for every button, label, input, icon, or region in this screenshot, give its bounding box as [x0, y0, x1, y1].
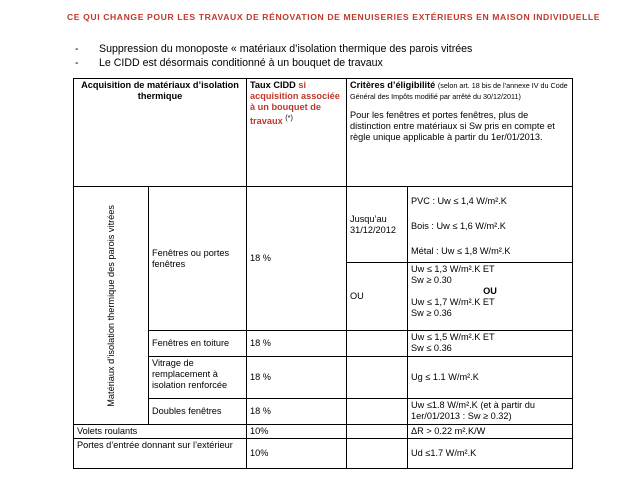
toiture-criteria: Uw ≤ 1,5 W/m².K ET Sw ≤ 0.36 [408, 331, 573, 357]
fenetres-criteria1: PVC : Uw ≤ 1,4 W/m².K Bois : Uw ≤ 1,6 W/m².K Métal : Uw ≤ 1,8 W/m².K [408, 187, 573, 263]
vitrage-label: Vitrage de remplacement à isolation renforcée [149, 357, 247, 399]
header-criteres: Critères d’éligibilité (selon art. 18 bis de l’annexe IV du Code Général des Impôts modifié par arrêté du 30/12/2011) Pour les fenêtres et portes fenêtres, plus de distinction entre matériaux si Sw pris en compte et règle unique applicable à partir du 1er/01/2013. [347, 79, 573, 187]
portes-empty [347, 439, 408, 469]
toiture-empty [347, 331, 408, 357]
vitrage-empty [347, 357, 408, 399]
volets-empty [347, 425, 408, 439]
portes-label: Portes d’entrée donnant sur l’extérieur [74, 439, 247, 469]
vitrage-criteria: Ug ≤ 1.1 W/m².K [408, 357, 573, 399]
bullet-text: Suppression du monoposte « matériaux d’isolation thermique des parois vitrées [99, 43, 473, 55]
toiture-rate: 18 % [247, 331, 347, 357]
header-acquisition: Acquisition de matériaux d’isolation thermique [74, 79, 247, 187]
doubles-criteria: Uw ≤1.8 W/m².K (et à partir du 1er/01/2013 : Sw ≥ 0.32) [408, 399, 573, 425]
doubles-rate: 18 % [247, 399, 347, 425]
fenetres-period1: Jusqu’au 31/12/2012 [347, 187, 408, 263]
vitrage-rate: 18 % [247, 357, 347, 399]
toiture-label: Fenêtres en toiture [149, 331, 247, 357]
portes-rate: 10% [247, 439, 347, 469]
criteres-description: Pour les fenêtres et portes fenêtres, plus de distinction entre matériaux si Sw pris en compte et règle unique applicable à partir du 1er/01/2013. [350, 110, 555, 142]
volets-rate: 10% [247, 425, 347, 439]
bullet-list [75, 42, 635, 70]
page-title: CE QUI CHANGE POUR LES TRAVAUX DE RÉNOVATION DE MENUISERIES EXTÉRIEURS EN MAISON INDIVIDUELLE [67, 12, 601, 22]
fenetres-rate: 18 % [247, 187, 347, 331]
dash-icon: - [75, 43, 79, 55]
doubles-empty [347, 399, 408, 425]
group-label-cell [74, 187, 149, 425]
fenetres-label: Fenêtres ou portes fenêtres [149, 187, 247, 331]
dash-icon: - [75, 57, 79, 69]
fenetres-period2: OU [347, 263, 408, 331]
portes-criteria: Ud ≤1.7 W/m².K [408, 439, 573, 469]
bullet-text: Le CIDD est désormais conditionné à un bouquet de travaux [99, 57, 383, 69]
doubles-label: Doubles fenêtres [149, 399, 247, 425]
fenetres-criteria2: Uw ≤ 1,3 W/m².K ET Sw ≥ 0.30 OU Uw ≤ 1,7 W/m².K ET Sw ≥ 0.36 [408, 263, 573, 331]
group-label: Matériaux d’isolation thermique des parois vitrées [105, 204, 116, 407]
eligibility-table [73, 78, 573, 469]
bullet-item [75, 42, 635, 56]
volets-criteria: ΔR > 0.22 m².K/W [408, 425, 573, 439]
header-taux: Taux CIDD si acquisition associée à un bouquet de travaux (*) [247, 79, 347, 187]
bullet-item [75, 56, 635, 70]
volets-label: Volets roulants [74, 425, 247, 439]
